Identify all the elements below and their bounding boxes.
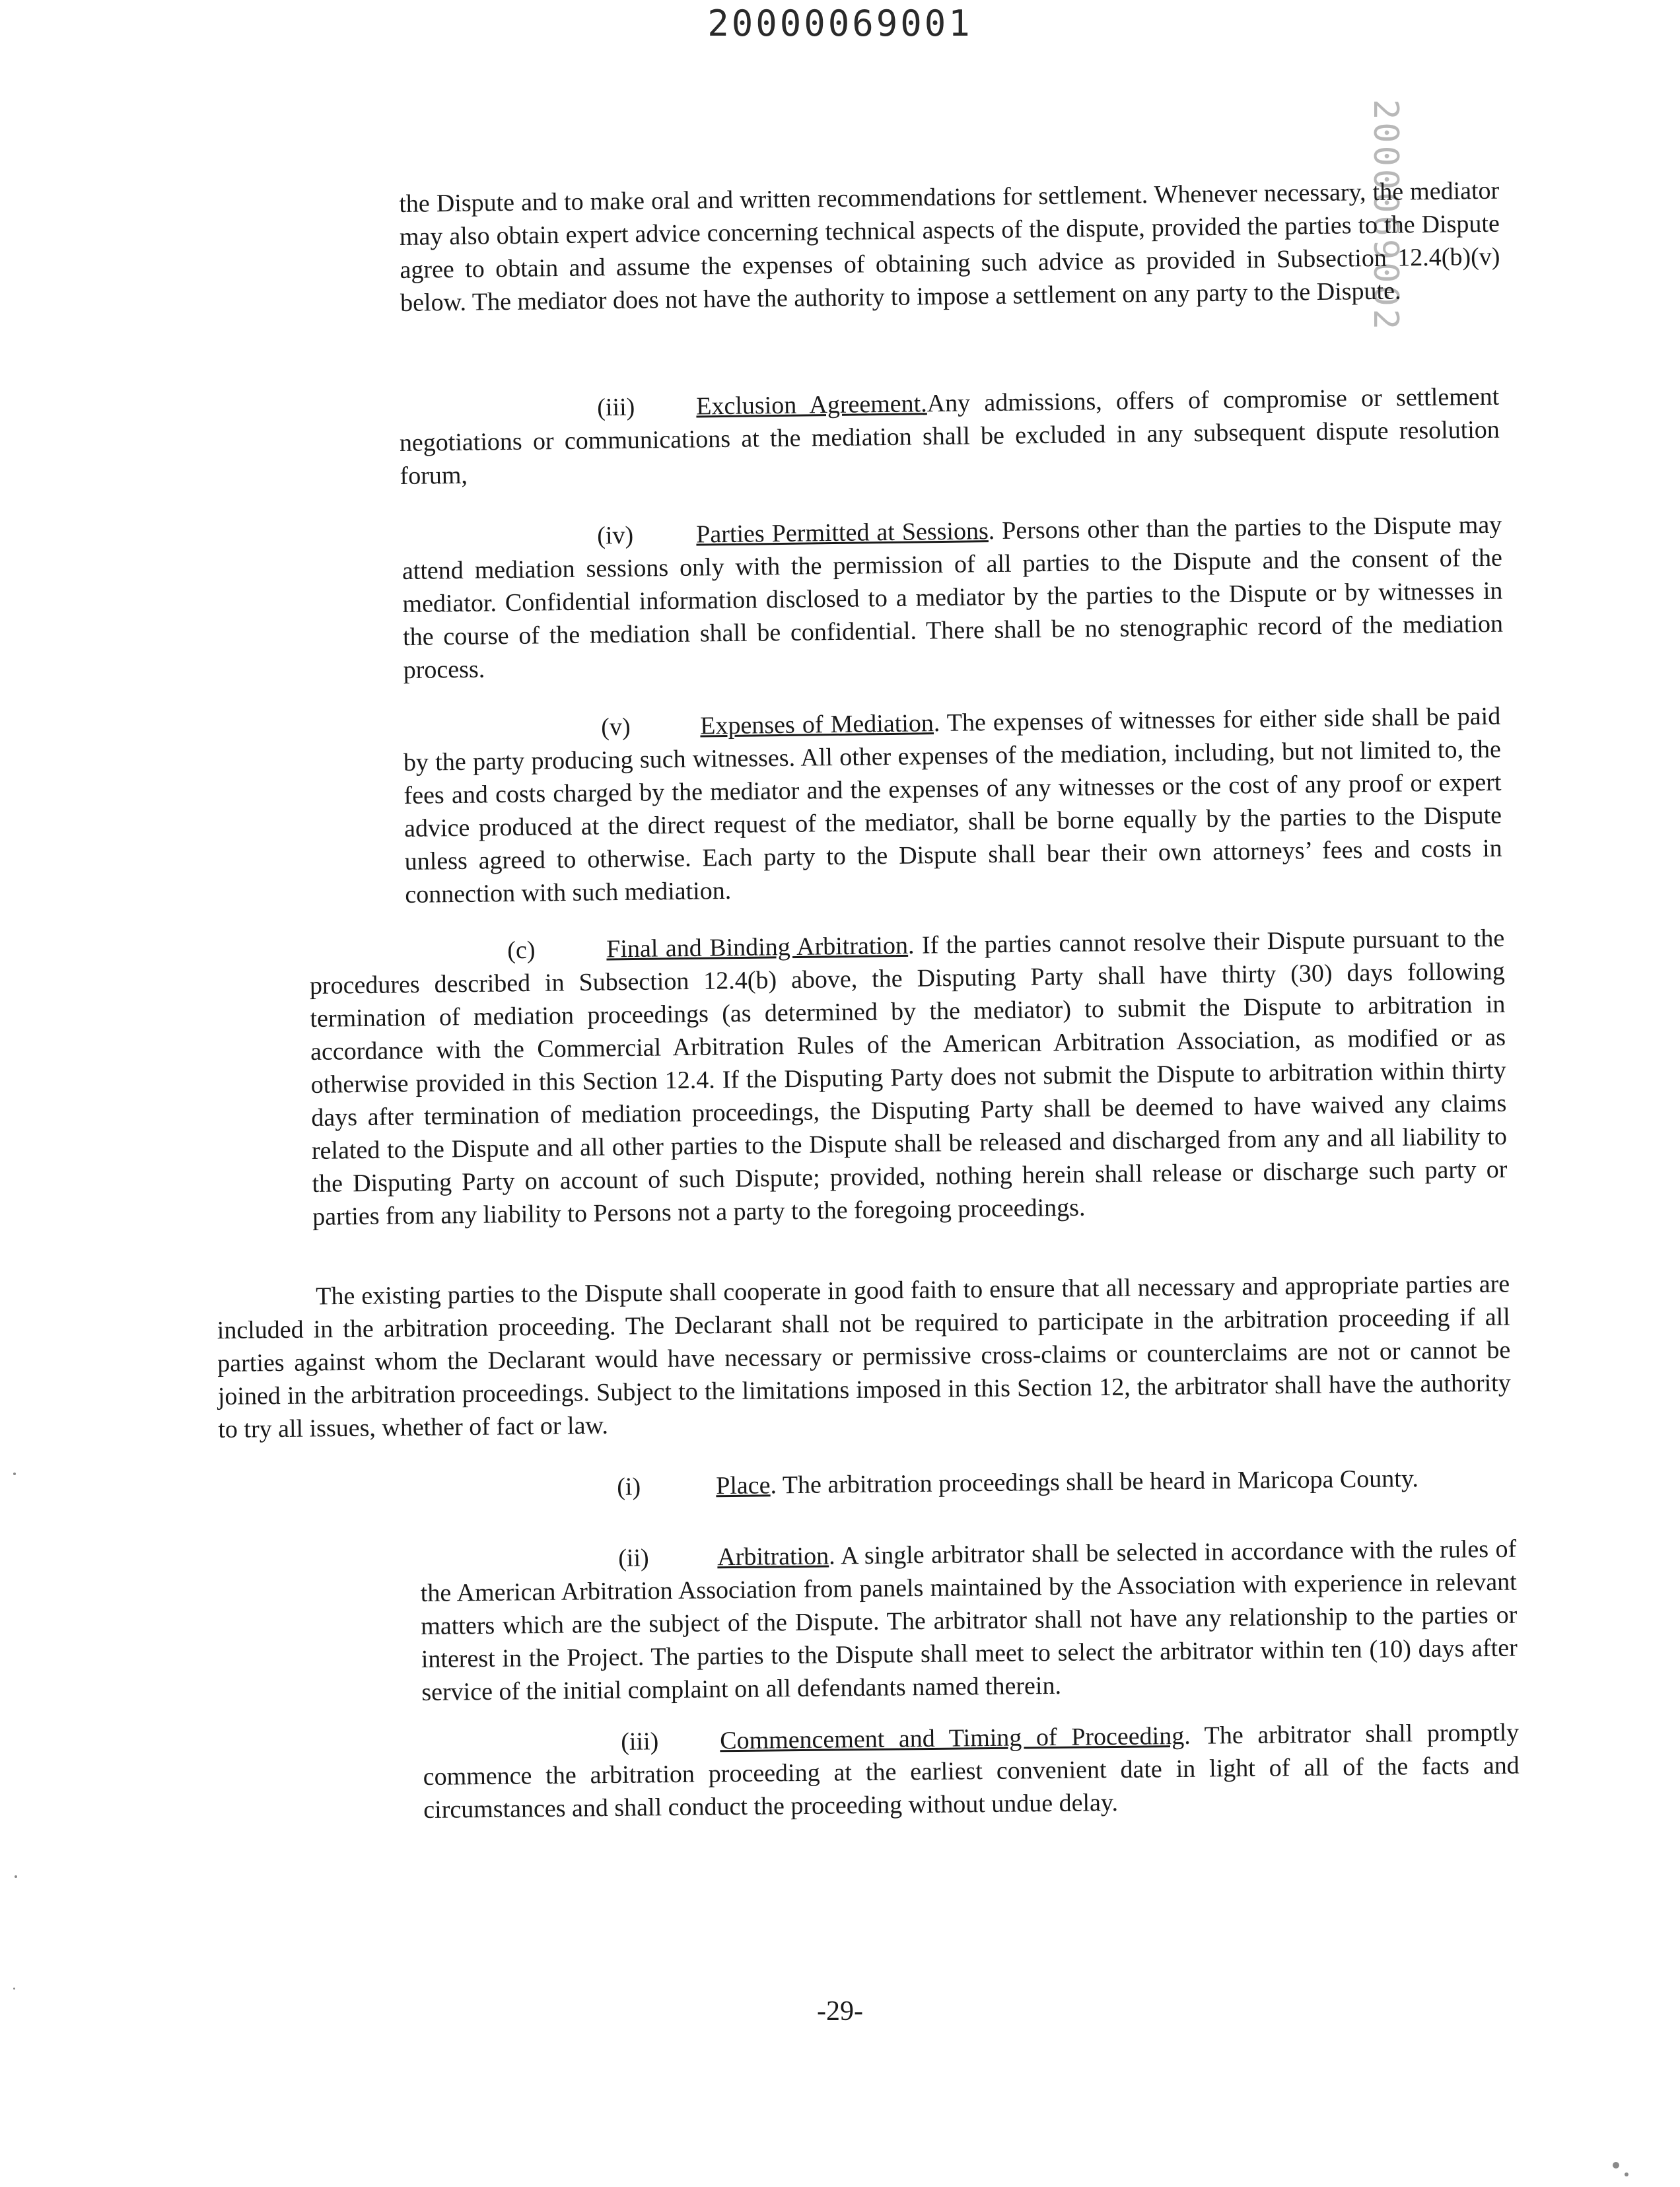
paragraph-text: . The arbitration proceedings shall be heard in Maricopa County.	[770, 1465, 1419, 1500]
paragraph-heading: Place	[716, 1471, 771, 1500]
scan-speck	[1613, 2162, 1619, 2169]
paragraph-text: . If the parties cannot resolve their Dispute pursuant to the procedures described in Subsection 12.4(b) above, the Disputing Party shall have thirty (30) days following termination of mediation proceedings (as determined by the mediator) to submit the Dispute to arbitration in accordance with the Commercial Arbitration Rules of the American Arbitration Association, as modified or as otherwise provided in this Section 12.4. If the Disputing Party does not submit the Dispute to arbitration within thirty days after termination of mediation proceedings, the Disputing Party shall be deemed to have waived any claims related to the Dispute and all other parties to the Dispute shall be released and discharged from any and all liability to the Disputing Party on account of such Dispute; provided, nothing herein shall release or discharge such party or parties from any liability to Persons not a party to the foregoing proceedings.	[309, 924, 1508, 1231]
scan-speck	[1625, 2172, 1628, 2176]
page-number: -29-	[817, 1996, 863, 2027]
scan-speck	[13, 1988, 15, 1990]
paragraph-place	[417, 1461, 1514, 1506]
scan-speck	[15, 1875, 17, 1878]
paragraph-heading: Final and Binding Arbitration	[606, 931, 909, 963]
paragraph-commencement-timing	[423, 1716, 1520, 1826]
paragraph-parties-permitted	[402, 508, 1504, 687]
paragraph-arbitration	[420, 1533, 1518, 1709]
paragraph-text: . Persons other than the parties to the Dispute may attend mediation sessions only with the permission of all parties to the Dispute and the consent of the mediator. Confidential information disclosed to a mediator by the parties to the Dispute or by witnesses in the course of the mediation shall be confidential. There shall be no stenographic record of the mediation process.	[402, 510, 1504, 684]
paragraph-number: (ii)	[618, 1544, 649, 1572]
paragraph-heading: Commencement and Timing of Proceeding	[720, 1721, 1185, 1755]
paragraph-mediator-recommendations	[399, 174, 1500, 320]
paragraph-expenses-of-mediation	[403, 700, 1503, 911]
paragraph-heading: Arbitration	[717, 1542, 829, 1572]
paragraph-existing-parties	[217, 1267, 1512, 1445]
document-number: 20000069001	[707, 3, 973, 44]
paragraph-heading: Expenses of Mediation	[700, 709, 934, 740]
paragraph-number: (iii)	[597, 393, 635, 422]
paragraph-text: . A single arbitrator shall be selected in accordance with the rules of the American Arbitration Association from panels maintained by the Association with experience in relevant matters which are the subject of the Dispute. The arbitrator shall not have any relationship to the parties or interest in the Project. The parties to the Dispute shall meet to select the arbitrator within ten (10) days after service of the initial complaint on all defendants named therein.	[420, 1535, 1518, 1706]
paragraph-text: The existing parties to the Dispute shall cooperate in good faith to ensure that all necessary and appropriate parties are included in the arbitration proceeding. The Declarant shall not be required to participate in the arbitration proceeding if all parties against whom the Declarant would have necessary or permissive cross-claims or counterclaims are not or cannot be joined in the arbitration proceedings. Subject to the limitations imposed in this Section 12, the arbitrator shall have the authority to try all issues, whether of fact or law.	[217, 1270, 1511, 1443]
paragraph-final-binding-arbitration	[309, 922, 1508, 1233]
paragraph-heading: Parties Permitted at Sessions	[696, 517, 989, 549]
paragraph-number: (iv)	[597, 521, 634, 550]
paragraph-number: (c)	[507, 936, 536, 965]
paragraph-number: (v)	[601, 712, 631, 742]
paragraph-text: Any admissions, offers of compromise or settlement negotiations or communications at the mediation shall be excluded in any subsequent dispute resolution forum,	[399, 382, 1500, 490]
paragraph-number: (iii)	[621, 1727, 659, 1756]
scan-speck	[13, 1473, 16, 1475]
paragraph-number: (i)	[617, 1473, 641, 1501]
paragraph-exclusion-agreement	[399, 380, 1500, 493]
paragraph-text: the Dispute and to make oral and written recommendations for settlement. Whenever necessary, the mediator may also obtain expert advice concerning technical aspects of the dispute, provided the parties to the Dispute agree to obtain and assume the expenses of obtaining such advice as provided in Subsection 12.4(b)(v) below. The mediator does not have the authority to impose a settlement on any party to the Dispute.	[399, 176, 1500, 317]
paragraph-text: . The arbitrator shall promptly commence the arbitration proceeding at the earliest convenient date in light of all of the facts and circumstances and shall conduct the proceeding without undue delay.	[423, 1718, 1520, 1824]
side-stamp-text: 2000069002	[1366, 99, 1405, 333]
paragraph-text: . The expenses of witnesses for either side shall be paid by the party producing such witnesses. All other expenses of the mediation, including, but not limited to, the fees and costs charged by the mediator and the expenses of any witnesses or the cost of any proof or expert advice produced at the direct request of the mediator, shall be borne equally by the parties to the Dispute unless agreed to otherwise. Each party to the Dispute shall bear their own attorneys’ fees and costs in connection with such mediation.	[403, 702, 1502, 909]
paragraph-heading: Exclusion Agreement.	[696, 390, 927, 421]
